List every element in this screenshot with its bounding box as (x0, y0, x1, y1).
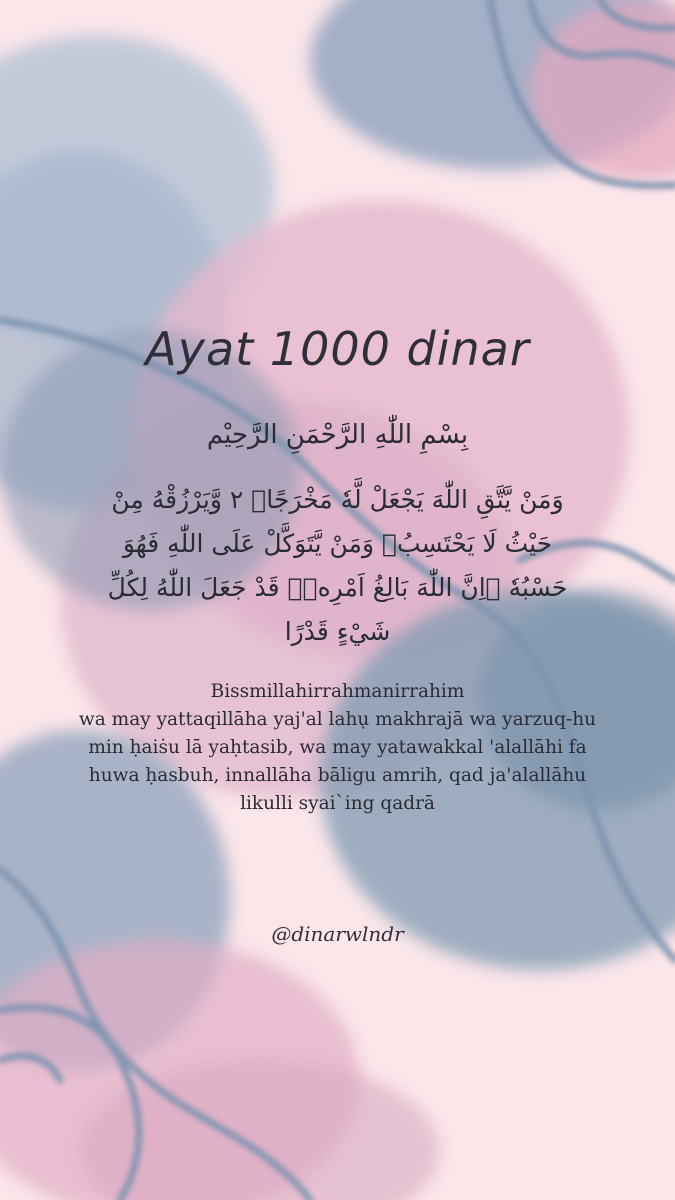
transliteration-line: min ḥaiṡu lā yaḥtasib, wa may yatawakkal 'alallāhi fa (88, 737, 587, 758)
transliteration-line: likulli syai`ing qadrā (240, 793, 435, 814)
verse-line: وَمَنْ يَّتَّقِ اللّٰهَ يَجْعَلْ لَّهٗ مَخْرَجًاۙ ٢ وَّيَرْزُقْهُ مِنْ (111, 485, 564, 514)
verse-line: شَيْءٍ قَدْرًا (284, 617, 391, 646)
transliteration-line: huwa ḥasbuh, innallāha bāligu amrih, qad ja'alallāhu (88, 765, 587, 786)
author-handle: @dinarwlndr (271, 922, 404, 946)
transliteration (0, 678, 675, 818)
transliteration-line: wa may yattaqillāha yaj'al lahụ makhrajā wa yarzuq-hu (78, 709, 597, 730)
basmala: بِسْمِ اللّٰهِ الرَّحْمَنِ الرَّحِيْم (206, 420, 469, 450)
verse-line: حَيْثُ لَا يَحْتَسِبُۗ وَمَنْ يَّتَوَكَّلْ عَلَى اللّٰهِ فَهُوَ (122, 529, 553, 558)
title: Ayat 1000 dinar (145, 322, 530, 376)
transliteration-line: Bissmillahirrahmanirrahim (210, 681, 465, 702)
verse-line: حَسْبُهٗ ۗاِنَّ اللّٰهَ بَالِغُ اَمْرِهٖۗ قَدْ جَعَلَ اللّٰهُ لِكُلِّ (107, 573, 568, 602)
arabic-verse (80, 478, 595, 654)
